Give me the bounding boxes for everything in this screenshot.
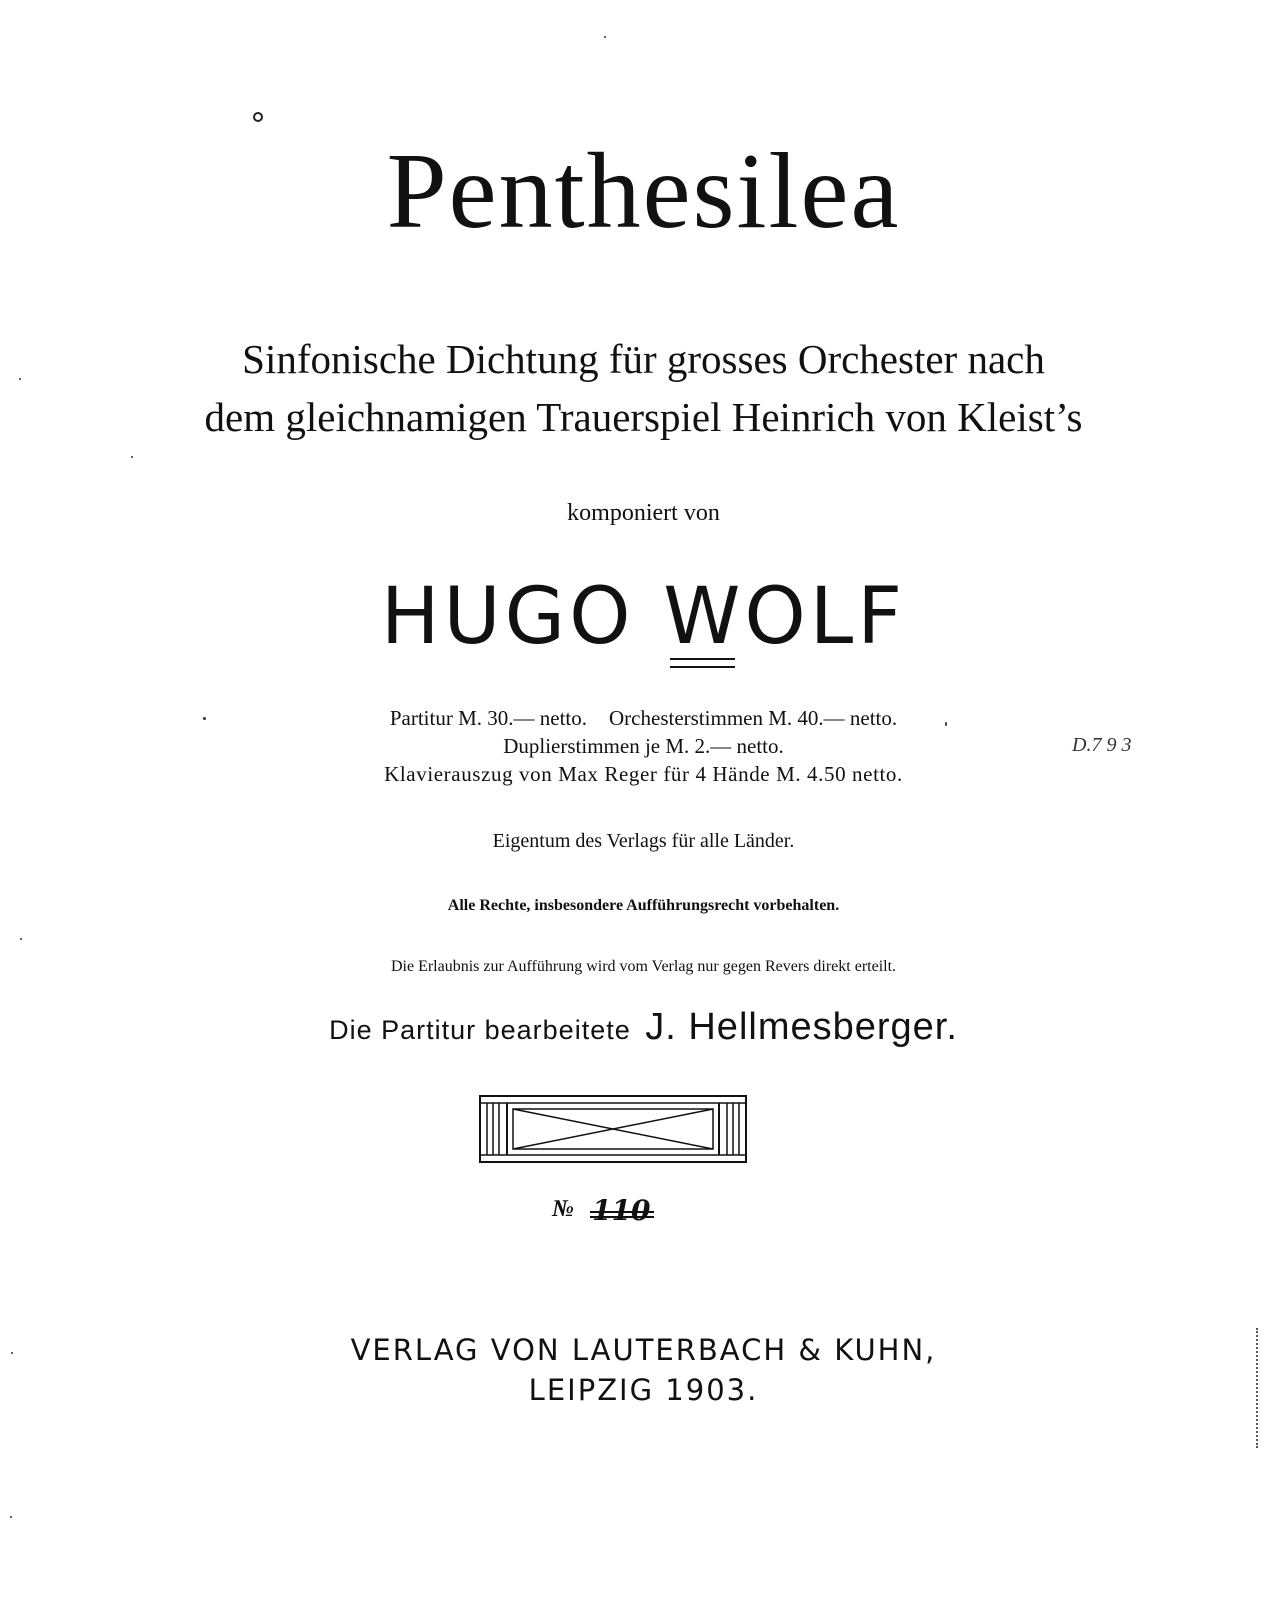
composer-name: HUGO WOLF (380, 572, 907, 662)
subtitle-line-2: dem gleichnamigen Trauerspiel Heinrich von Kleist’s (204, 394, 1083, 440)
arranger-line (0, 1006, 1287, 1049)
ornamental-frame (479, 1095, 747, 1163)
publisher-place-year: LEIPZIG 1903. (528, 1373, 759, 1407)
price-line-2: Duplierstimmen je M. 2.— netto. (503, 734, 784, 758)
subtitle (0, 330, 1287, 446)
price-line-3: Klavierauszug von Max Reger für 4 Hände M. 4.50 netto. (384, 762, 903, 786)
scan-speck (131, 456, 133, 458)
publisher-name: VERLAG VON LAUTERBACH & KUHN, (350, 1333, 937, 1367)
publisher-imprint (0, 1330, 1287, 1410)
stamp-dot (253, 112, 263, 122)
page-title: Penthesilea (386, 132, 901, 251)
property-notice: Eigentum des Verlags für alle Länder. (492, 830, 795, 852)
subtitle-line-1: Sinfonische Dichtung für grosses Orchester nach (242, 336, 1045, 382)
arranger-prefix: Die Partitur bearbeitete (329, 1015, 631, 1045)
scan-speck (20, 938, 22, 940)
composed-by-label: komponiert von (567, 500, 720, 526)
plate-number-value: 110 (592, 1194, 651, 1227)
plate-number (540, 1196, 670, 1230)
rights-notice: Alle Rechte, insbesondere Aufführungsrecht vorbehalten. (447, 897, 840, 914)
scan-speck (604, 36, 606, 38)
numero-sign: № (552, 1196, 574, 1222)
scan-speck (10, 1516, 12, 1518)
handwritten-shelfmark: D.7 9 3 (1072, 734, 1132, 756)
arranger-name: J. Hellmesberger. (645, 1006, 958, 1048)
composer-initial-w: W (663, 572, 745, 662)
performance-permission-notice: Die Erlaubnis zur Aufführung wird vom Verlag nur gegen Revers direkt erteilt. (390, 958, 897, 975)
price-line-1: Partitur M. 30.— netto. Orchesterstimmen M. 40.— netto. (389, 706, 898, 730)
strikethrough-mark (588, 1202, 658, 1226)
